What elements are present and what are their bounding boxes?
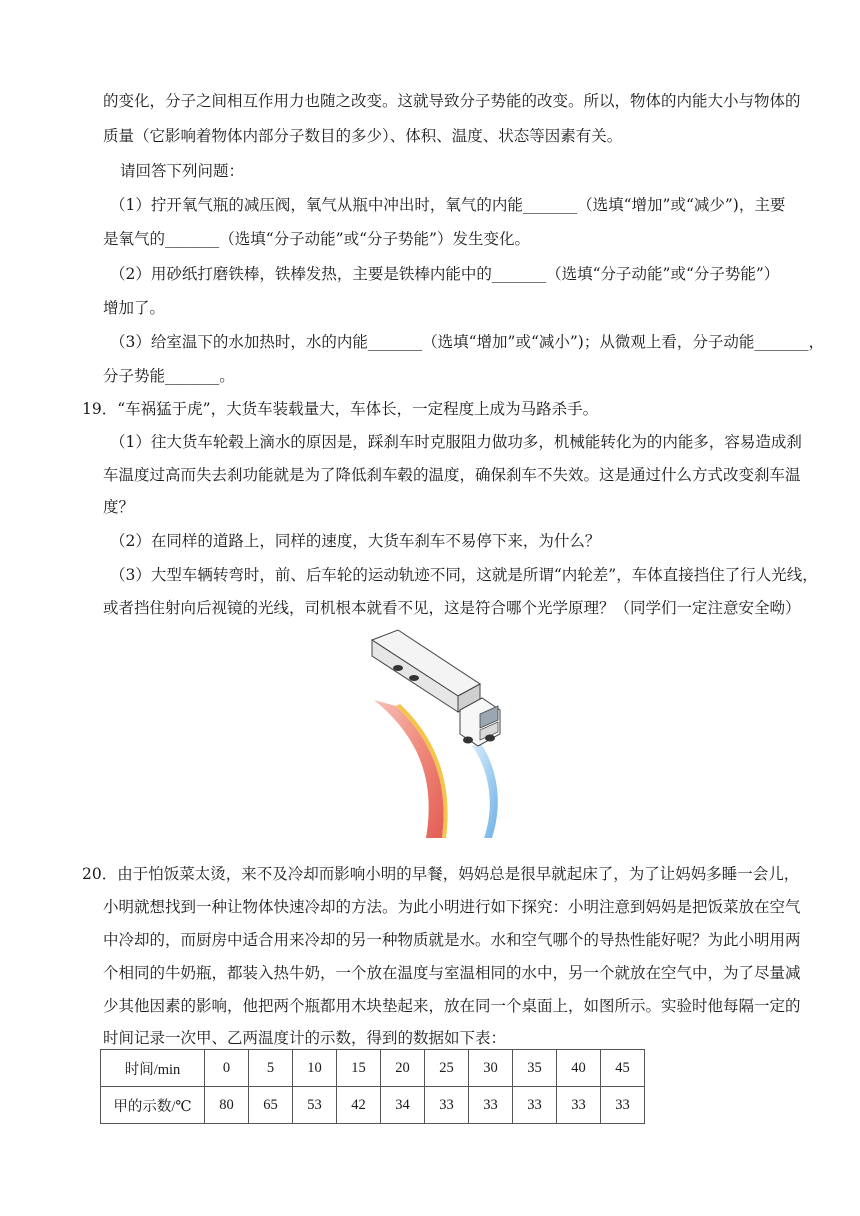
q18-part3-line2: 分子势能_______。 xyxy=(103,367,235,385)
time-cell: 20 xyxy=(381,1050,425,1087)
temp-cell: 33 xyxy=(557,1087,601,1124)
time-cell: 35 xyxy=(513,1050,557,1087)
temp-cell: 33 xyxy=(469,1087,513,1124)
q20-stem: 20．由于怕饭菜太烫，来不及冷却而影响小明的早餐，妈妈总是很早就起床了，为了让妈妈多睡一会儿， xyxy=(82,865,800,883)
q18-part2-line2: 增加了。 xyxy=(103,299,166,317)
truck-turning-illustration xyxy=(368,628,518,840)
time-cell: 40 xyxy=(557,1050,601,1087)
inner-wheel-trail xyxy=(374,700,444,838)
temp-cell: 42 xyxy=(337,1087,381,1124)
q18-part1-line1: （1）拧开氧气瓶的减压阀，氧气从瓶中冲出时，氧气的内能_______（选填“增加”或“减少”)，主要 xyxy=(110,196,786,214)
q19-part1-line3: 度？ xyxy=(103,498,135,516)
temp-cell: 80 xyxy=(205,1087,249,1124)
temp-cell: 33 xyxy=(601,1087,645,1124)
q20-line-4: 少其他因素的影响，他把两个瓶都用木块垫起来，放在同一个桌面上，如图所示。实验时他每隔一定的 xyxy=(103,997,801,1015)
q19-part1-line2: 车温度过高而失去刹功能就是为了降低刹车毂的温度，确保刹车不失效。这是通过什么方式改变刹车温 xyxy=(103,466,801,484)
time-cell: 45 xyxy=(601,1050,645,1087)
time-cell: 0 xyxy=(205,1050,249,1087)
q19-part3-line1: （3）大型车辆转弯时，前、后车轮的运动轨迹不同，这就是所谓“内轮差”，车体直接挡住了行人光线， xyxy=(110,566,818,584)
time-header: 时间/min xyxy=(101,1050,205,1087)
q20-line-1: 小明就想找到一种让物体快速冷却的方法。为此小明进行如下探究：小明注意到妈妈是把饭菜放在空气 xyxy=(103,898,801,916)
temp-cell: 65 xyxy=(249,1087,293,1124)
temp-cell: 53 xyxy=(293,1087,337,1124)
time-cell: 10 xyxy=(293,1050,337,1087)
temp-cell: 34 xyxy=(381,1087,425,1124)
intro-line-3: 请回答下列问题： xyxy=(120,162,245,180)
time-cell: 30 xyxy=(469,1050,513,1087)
q20-line-2: 中冷却的，而厨房中适合用来冷却的另一种物质就是水。水和空气哪个的导热性能好呢？为此小明用两 xyxy=(103,931,801,949)
table-row xyxy=(101,1050,645,1087)
q20-line-3: 个相同的牛奶瓶，都装入热牛奶，一个放在温度与室温相同的水中，另一个就放在空气中，为了尽量减 xyxy=(103,964,801,982)
q19-stem: 19．“车祸猛于虎”，大货车装载量大，车体长，一定程度上成为马路杀手。 xyxy=(82,400,599,418)
intro-line-1: 的变化，分子之间相互作用力也随之改变。这就导致分子势能的改变。所以，物体的内能大小与物体的 xyxy=(103,92,801,110)
time-cell: 15 xyxy=(337,1050,381,1087)
q18-part1-line2: 是氧气的_______（选填“分子动能”或“分子势能”）发生变化。 xyxy=(103,230,530,248)
q19-part3-line2: 或者挡住射向后视镜的光线，司机根本就看不见，这是符合哪个光学原理？（同学们一定注意安全呦） xyxy=(103,599,801,617)
time-cell: 25 xyxy=(425,1050,469,1087)
temperature-table xyxy=(100,1049,645,1124)
q18-part3-line1: （3）给室温下的水加热时，水的内能_______（选填“增加”或“减小”)；从微观上看，分子动能_______， xyxy=(110,333,825,351)
temp-cell: 33 xyxy=(425,1087,469,1124)
temp-header: 甲的示数/℃ xyxy=(101,1087,205,1124)
outer-wheel-trail xyxy=(472,742,498,838)
time-cell: 5 xyxy=(249,1050,293,1087)
q19-part2: （2）在同样的道路上，同样的速度，大货车刹车不易停下来，为什么？ xyxy=(110,532,601,550)
intro-line-2: 质量（它影响着物体内部分子数目的多少）、体积、温度、状态等因素有关。 xyxy=(103,127,623,145)
q20-line-5: 时间记录一次甲、乙两温度计的示数，得到的数据如下表： xyxy=(103,1029,507,1047)
table-row xyxy=(101,1087,645,1124)
temp-cell: 33 xyxy=(513,1087,557,1124)
q18-part2-line1: （2）用砂纸打磨铁棒，铁棒发热，主要是铁棒内能中的_______（选填“分子动能”或“分子势能”） xyxy=(110,265,780,283)
q19-part1-line1: （1）往大货车轮毂上滴水的原因是，踩刹车时克服阻力做功多，机械能转化为的内能多，容易造成刹 xyxy=(110,433,802,451)
